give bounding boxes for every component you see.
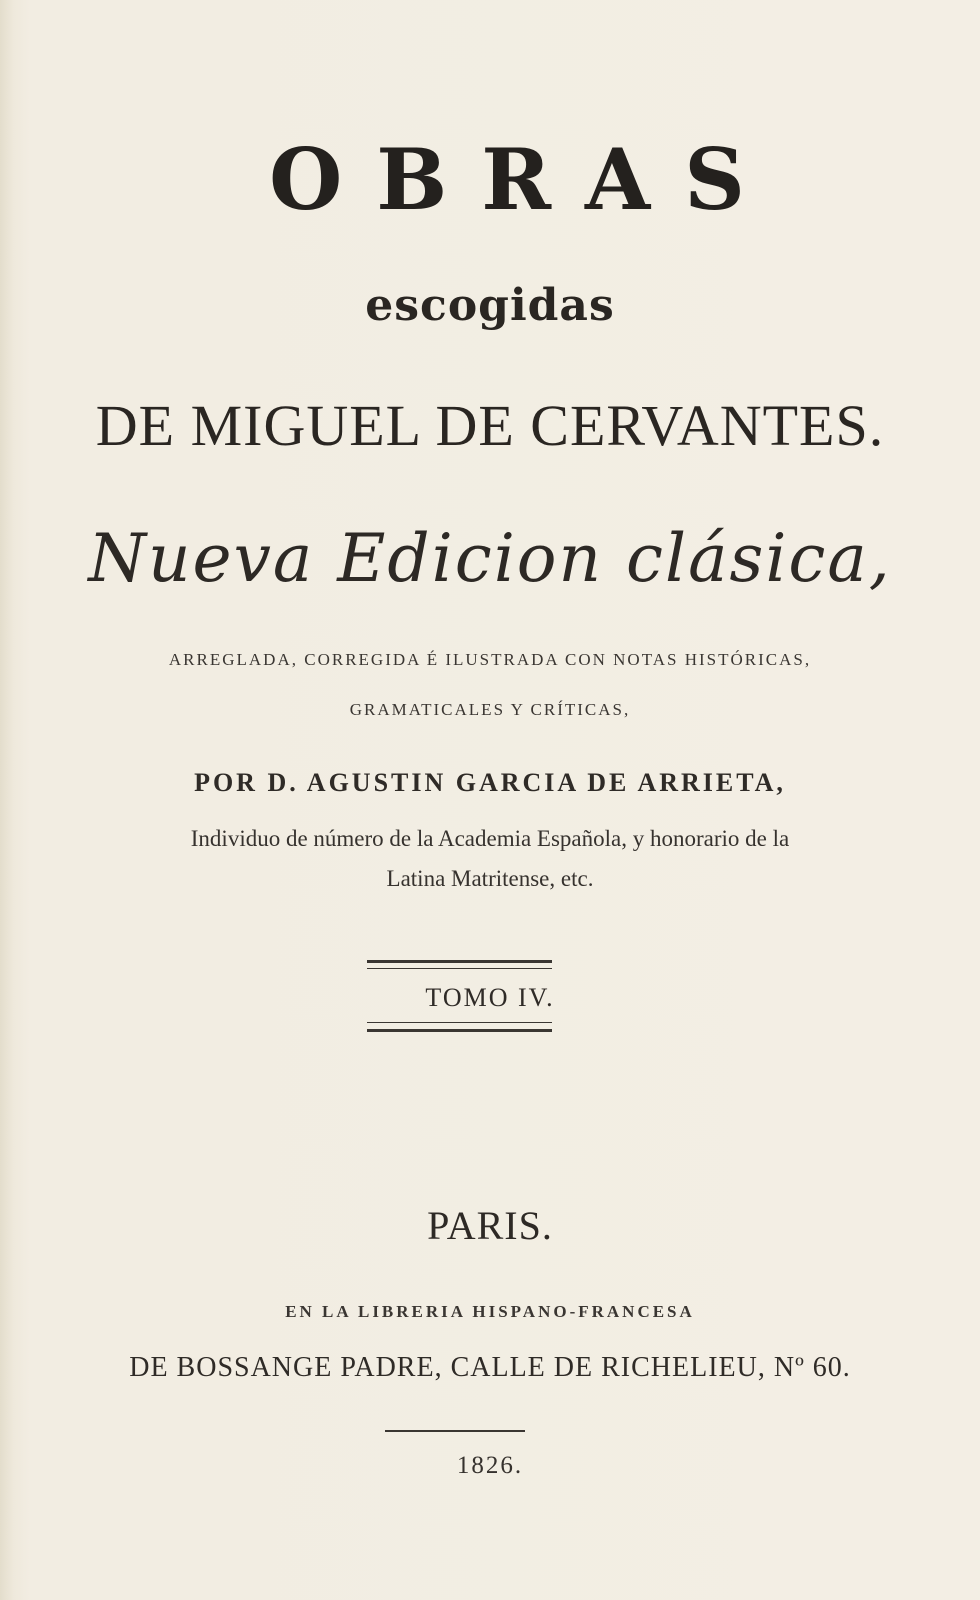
- publication-year: 1826.: [456, 1452, 524, 1479]
- description-line-1: ARREGLADA, CORREGIDA É ILUSTRADA CON NOTAS HISTÓRICAS,: [168, 650, 812, 669]
- volume-rule-top-thick: [367, 960, 552, 963]
- volume-rule-bottom-thin: [367, 1022, 552, 1023]
- volume-rule-top-thin: [367, 968, 552, 969]
- author-line: DE MIGUEL DE CERVANTES.: [95, 393, 885, 458]
- volume-rule-bottom-thick: [367, 1029, 552, 1032]
- edition-line: Nueva Edicion clásica,: [88, 520, 892, 597]
- publisher-line-2: DE BOSSANGE PADRE, CALLE DE RICHELIEU, Nº 60.: [129, 1352, 851, 1383]
- volume-label: TOMO IV.: [425, 983, 555, 1012]
- description-line-2: GRAMATICALES Y CRÍTICAS,: [349, 700, 631, 719]
- publisher-line-1: EN LA LIBRERIA HISPANO-FRANCESA: [285, 1302, 695, 1321]
- book-subtitle: escogidas: [365, 280, 615, 331]
- city: PARIS.: [427, 1203, 553, 1248]
- book-title: OBRAS: [269, 130, 779, 229]
- editor-credentials-line-1: Individuo de número de la Academia Española, y honorario de la: [190, 826, 790, 851]
- editor-credentials-line-2: Latina Matritense, etc.: [386, 866, 594, 891]
- imprint-divider: [385, 1430, 525, 1432]
- editor-line: POR D. AGUSTIN GARCIA DE ARRIETA,: [194, 768, 786, 797]
